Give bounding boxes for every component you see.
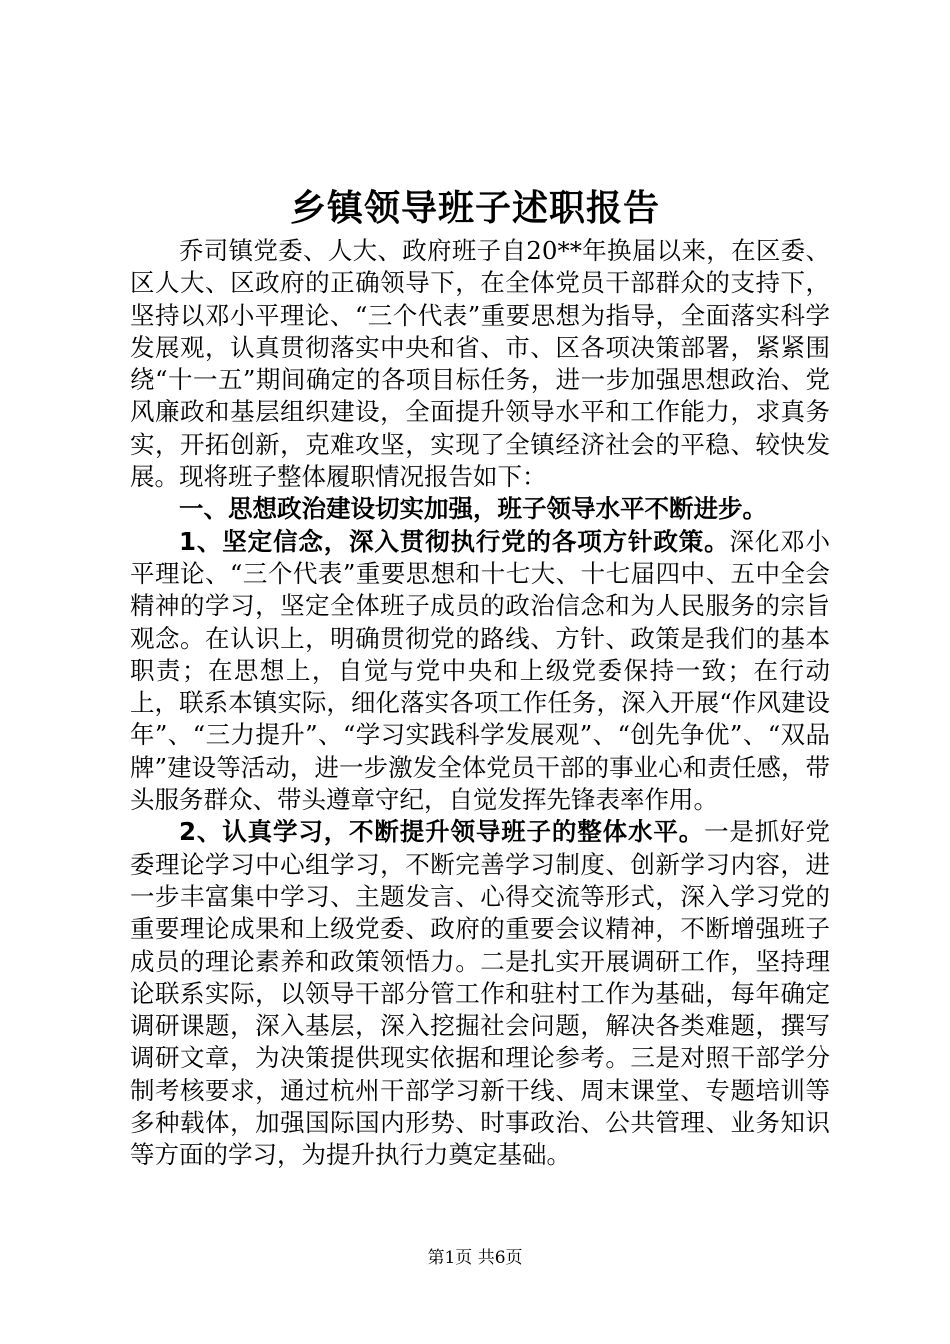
item-1-body: 深化邓小平理论、“三个代表”重要思想和十七大、十七届四中、五中全会精神的学习，坚定全体班子成员的政治信念和为人民服务的宗旨观念。在认识上，明确贯彻党的路线、方针、政策是我们的基本职责；在思想上，自觉与党中央和上级党委保持一致；在行动上，联系本镇实际，细化落实各项工作任务，深入开展“作风建设年”、“三力提升”、“学习实践科学发展观”、“创先争优”、“双品牌”建设等活动，进一步激发全体党员干部的事业心和责任感，带头服务群众、带头遵章守纪，自觉发挥先锋表率作用。 (130, 526, 831, 815)
item-2-paragraph (130, 816, 830, 1171)
section-heading: 一、思想政治建设切实加强，班子领导水平不断进步。 (179, 494, 767, 524)
intro-paragraph: 乔司镇党委、人大、政府班子自20**年换届以来，在区委、区人大、区政府的正确领导下，在全体党员干部群众的支持下，坚持以邓小平理论、“三个代表”重要思想为指导，全面落实科学发展观，认真贯彻落实中央和省、市、区各项决策部署，紧紧围绕“十一五”期间确定的各项目标任务，进一步加强思想政治、党风廉政和基层组织建设，全面提升领导水平和工作能力，求真务实，开拓创新，克难攻坚，实现了全镇经济社会的平稳、较快发展。现将班子整体履职情况报告如下： (130, 236, 830, 492)
item-2-lead: 2、认真学习，不断提升领导班子的整体水平。 (179, 817, 705, 847)
item-1-lead: 1、坚定信念，深入贯彻执行党的各项方针政策。 (179, 526, 730, 556)
document-title: 乡镇领导班子述职报告 (289, 187, 660, 229)
document-body (130, 235, 830, 1172)
item-1-paragraph (130, 526, 830, 817)
item-2-body: 一是抓好党委理论学习中心组学习，不断完善学习制度、创新学习内容，进一步丰富集中学习、主题发言、心得交流等形式，深入学习党的重要理论成果和上级党委、政府的重要会议精神，不断增强班子成员的理论素养和政策领悟力。二是扎实开展调研工作，坚持理论联系实际，以领导干部分管工作和驻村工作为基础，每年确定调研课题，深入基层，深入挖掘社会问题，解决各类难题，撰写调研文章，为决策提供现实依据和理论参考。三是对照干部学分制考核要求，通过杭州干部学习新干线、周末课堂、专题培训等多种载体，加强国际国内形势、时事政治、公共管理、业务知识等方面的学习，为提升执行力奠定基础。 (130, 817, 831, 1170)
page-footer: 第1页 共6页 (427, 1248, 523, 1268)
